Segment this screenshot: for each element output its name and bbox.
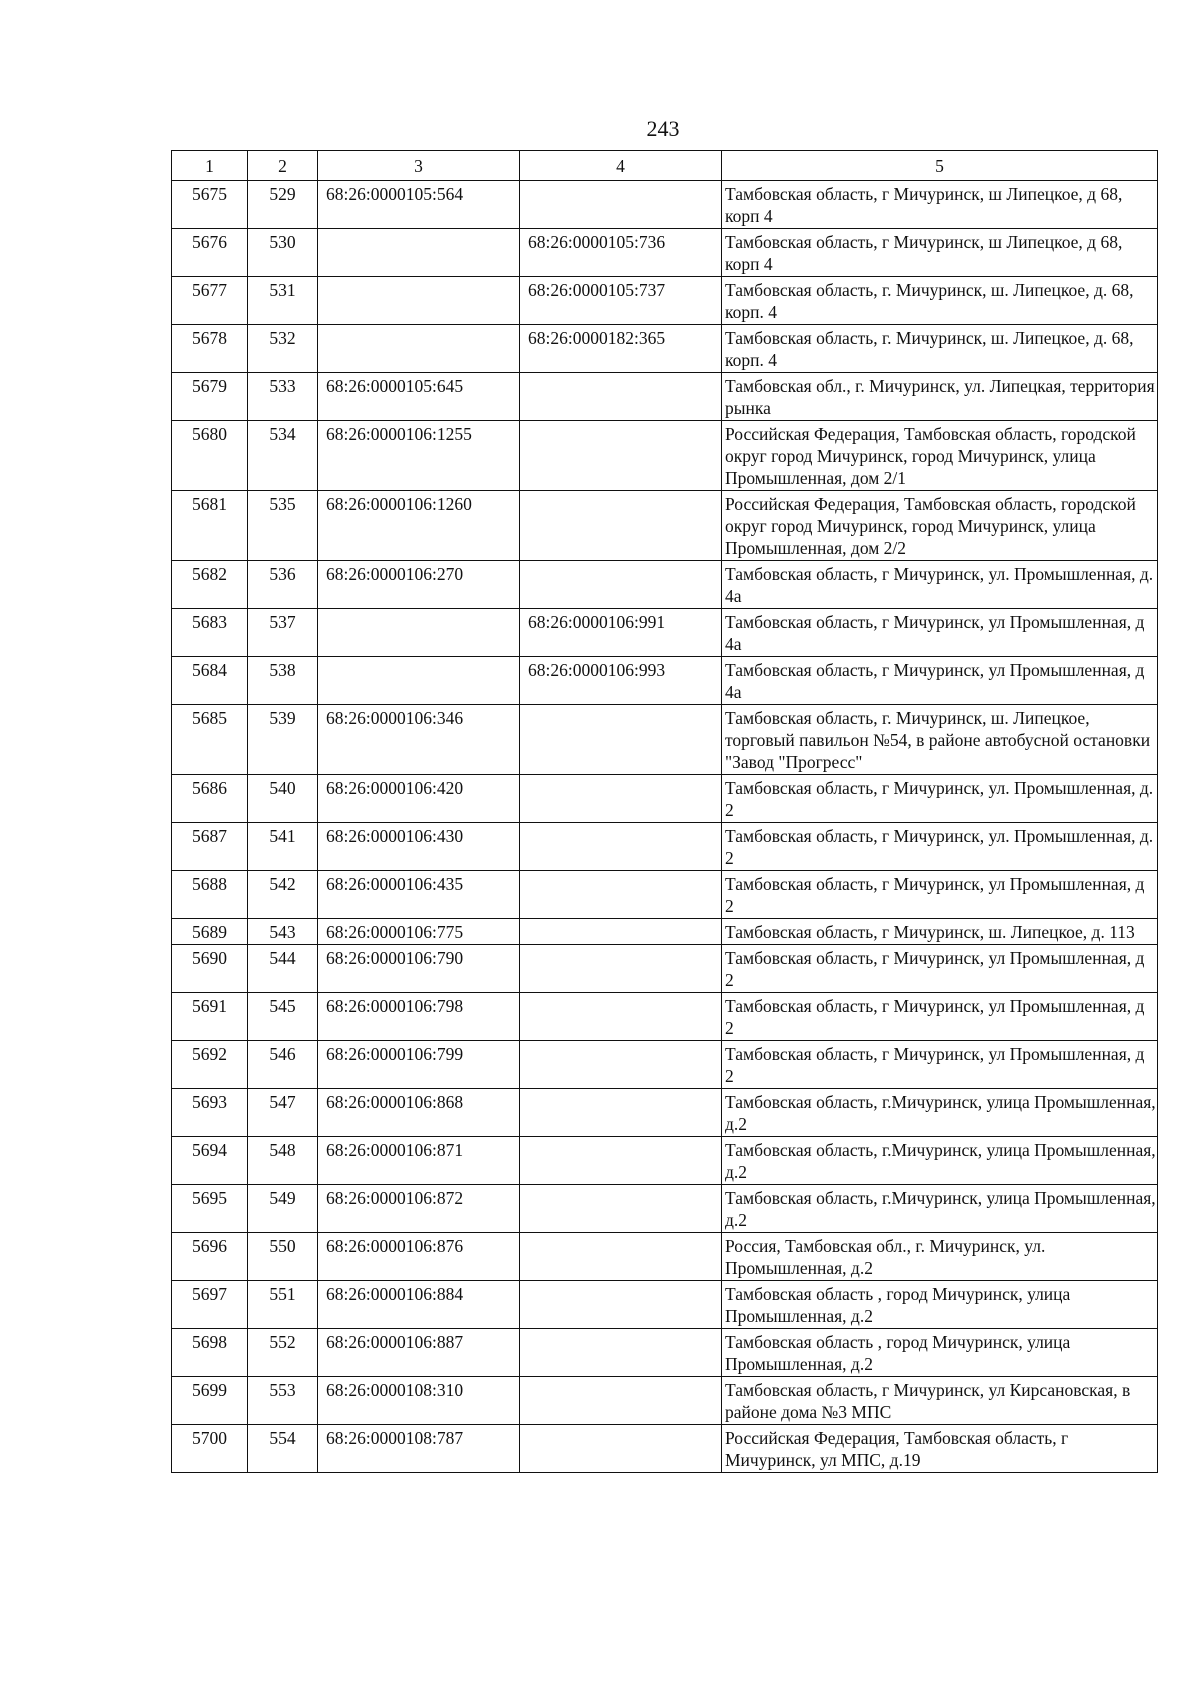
row-number-cell: 5685 bbox=[172, 705, 248, 775]
row-number-cell: 5694 bbox=[172, 1137, 248, 1185]
address-cell: Тамбовская область, г Мичуринск, ул. Промышленная, д. 2 bbox=[722, 775, 1158, 823]
parcel-number-cell bbox=[318, 325, 520, 373]
parcel-number-cell: 68:26:0000106:1260 bbox=[318, 491, 520, 561]
address-cell: Тамбовская область, г Мичуринск, ш. Липецкое, д. 113 bbox=[722, 919, 1158, 945]
parcel-number-cell: 68:26:0000106:868 bbox=[318, 1089, 520, 1137]
item-number-cell: 550 bbox=[248, 1233, 318, 1281]
table-body bbox=[172, 181, 1158, 1473]
parcel-number-cell: 68:26:0000106:884 bbox=[318, 1281, 520, 1329]
row-number-cell: 5700 bbox=[172, 1425, 248, 1473]
parcel-number-cell: 68:26:0000106:887 bbox=[318, 1329, 520, 1377]
building-number-cell bbox=[520, 1329, 722, 1377]
item-number-cell: 546 bbox=[248, 1041, 318, 1089]
item-number-cell: 537 bbox=[248, 609, 318, 657]
parcel-number-cell: 68:26:0000105:645 bbox=[318, 373, 520, 421]
row-number-cell: 5687 bbox=[172, 823, 248, 871]
table-row bbox=[172, 945, 1158, 993]
item-number-cell: 539 bbox=[248, 705, 318, 775]
building-number-cell: 68:26:0000106:993 bbox=[520, 657, 722, 705]
parcel-number-cell bbox=[318, 609, 520, 657]
table-row bbox=[172, 1377, 1158, 1425]
parcel-number-cell: 68:26:0000106:872 bbox=[318, 1185, 520, 1233]
row-number-cell: 5676 bbox=[172, 229, 248, 277]
table-row bbox=[172, 993, 1158, 1041]
address-cell: Тамбовская область, г Мичуринск, ул Промышленная, д 2 bbox=[722, 871, 1158, 919]
address-cell: Тамбовская область, г.Мичуринск, улица Промышленная, д.2 bbox=[722, 1137, 1158, 1185]
item-number-cell: 536 bbox=[248, 561, 318, 609]
row-number-cell: 5689 bbox=[172, 919, 248, 945]
item-number-cell: 554 bbox=[248, 1425, 318, 1473]
item-number-cell: 545 bbox=[248, 993, 318, 1041]
address-cell: Тамбовская обл., г. Мичуринск, ул. Липецкая, территория рынка bbox=[722, 373, 1158, 421]
row-number-cell: 5680 bbox=[172, 421, 248, 491]
building-number-cell bbox=[520, 561, 722, 609]
parcel-number-cell: 68:26:0000105:564 bbox=[318, 181, 520, 229]
building-number-cell: 68:26:0000182:365 bbox=[520, 325, 722, 373]
item-number-cell: 551 bbox=[248, 1281, 318, 1329]
table-row bbox=[172, 871, 1158, 919]
parcel-number-cell bbox=[318, 277, 520, 325]
building-number-cell bbox=[520, 775, 722, 823]
table-row bbox=[172, 561, 1158, 609]
parcel-number-cell: 68:26:0000106:790 bbox=[318, 945, 520, 993]
page-number: 243 bbox=[646, 116, 680, 141]
address-cell: Российская Федерация, Тамбовская область, г Мичуринск, ул МПС, д.19 bbox=[722, 1425, 1158, 1473]
building-number-cell bbox=[520, 823, 722, 871]
building-number-cell bbox=[520, 1425, 722, 1473]
row-number-cell: 5692 bbox=[172, 1041, 248, 1089]
address-cell: Тамбовская область, г Мичуринск, ул Промышленная, д 2 bbox=[722, 1041, 1158, 1089]
address-cell: Россия, Тамбовская обл., г. Мичуринск, ул. Промышленная, д.2 bbox=[722, 1233, 1158, 1281]
address-cell: Российская Федерация, Тамбовская область, городской округ город Мичуринск, город Мичуринск, улица Промышленная, дом 2/1 bbox=[722, 421, 1158, 491]
building-number-cell bbox=[520, 993, 722, 1041]
item-number-cell: 533 bbox=[248, 373, 318, 421]
item-number-cell: 542 bbox=[248, 871, 318, 919]
address-cell: Тамбовская область, г Мичуринск, ул Промышленная, д 2 bbox=[722, 993, 1158, 1041]
address-cell: Тамбовская область, г. Мичуринск, ш. Липецкое, торговый павильон №54, в районе автобусной остановки "Завод "Прогресс" bbox=[722, 705, 1158, 775]
address-cell: Тамбовская область, г Мичуринск, ш Липецкое, д 68, корп 4 bbox=[722, 181, 1158, 229]
row-number-cell: 5677 bbox=[172, 277, 248, 325]
row-number-cell: 5690 bbox=[172, 945, 248, 993]
address-cell: Тамбовская область, г Мичуринск, ул Кирсановская, в районе дома №3 МПС bbox=[722, 1377, 1158, 1425]
row-number-cell: 5682 bbox=[172, 561, 248, 609]
building-number-cell bbox=[520, 705, 722, 775]
row-number-cell: 5684 bbox=[172, 657, 248, 705]
row-number-cell: 5696 bbox=[172, 1233, 248, 1281]
building-number-cell bbox=[520, 421, 722, 491]
address-cell: Тамбовская область, г Мичуринск, ш Липецкое, д 68, корп 4 bbox=[722, 229, 1158, 277]
table-row bbox=[172, 229, 1158, 277]
table-row bbox=[172, 1281, 1158, 1329]
parcel-number-cell: 68:26:0000108:310 bbox=[318, 1377, 520, 1425]
parcel-number-cell: 68:26:0000106:435 bbox=[318, 871, 520, 919]
address-cell: Тамбовская область, г Мичуринск, ул Промышленная, д 4а bbox=[722, 657, 1158, 705]
building-number-cell bbox=[520, 1089, 722, 1137]
parcel-number-cell: 68:26:0000108:787 bbox=[318, 1425, 520, 1473]
item-number-cell: 534 bbox=[248, 421, 318, 491]
address-cell: Тамбовская область, г.Мичуринск, улица Промышленная, д.2 bbox=[722, 1185, 1158, 1233]
item-number-cell: 548 bbox=[248, 1137, 318, 1185]
parcel-number-cell: 68:26:0000106:430 bbox=[318, 823, 520, 871]
parcel-number-cell: 68:26:0000106:420 bbox=[318, 775, 520, 823]
row-number-cell: 5683 bbox=[172, 609, 248, 657]
parcel-number-cell: 68:26:0000106:871 bbox=[318, 1137, 520, 1185]
header-cell-1: 1 bbox=[172, 151, 248, 181]
building-number-cell bbox=[520, 1233, 722, 1281]
table-row bbox=[172, 609, 1158, 657]
building-number-cell bbox=[520, 1377, 722, 1425]
building-number-cell bbox=[520, 1041, 722, 1089]
address-cell: Тамбовская область , город Мичуринск, улица Промышленная, д.2 bbox=[722, 1329, 1158, 1377]
table-row bbox=[172, 1233, 1158, 1281]
parcel-number-cell: 68:26:0000106:1255 bbox=[318, 421, 520, 491]
building-number-cell: 68:26:0000106:991 bbox=[520, 609, 722, 657]
address-cell: Тамбовская область, г. Мичуринск, ш. Липецкое, д. 68, корп. 4 bbox=[722, 277, 1158, 325]
table-row bbox=[172, 181, 1158, 229]
building-number-cell bbox=[520, 1281, 722, 1329]
parcel-number-cell bbox=[318, 229, 520, 277]
address-cell: Тамбовская область, г Мичуринск, ул Промышленная, д 2 bbox=[722, 945, 1158, 993]
item-number-cell: 529 bbox=[248, 181, 318, 229]
item-number-cell: 538 bbox=[248, 657, 318, 705]
row-number-cell: 5679 bbox=[172, 373, 248, 421]
header-cell-5: 5 bbox=[722, 151, 1158, 181]
item-number-cell: 532 bbox=[248, 325, 318, 373]
address-cell: Тамбовская область, г. Мичуринск, ш. Липецкое, д. 68, корп. 4 bbox=[722, 325, 1158, 373]
item-number-cell: 535 bbox=[248, 491, 318, 561]
row-number-cell: 5678 bbox=[172, 325, 248, 373]
item-number-cell: 553 bbox=[248, 1377, 318, 1425]
row-number-cell: 5693 bbox=[172, 1089, 248, 1137]
table-row bbox=[172, 325, 1158, 373]
building-number-cell bbox=[520, 373, 722, 421]
header-cell-2: 2 bbox=[248, 151, 318, 181]
table-row bbox=[172, 1041, 1158, 1089]
row-number-cell: 5697 bbox=[172, 1281, 248, 1329]
item-number-cell: 540 bbox=[248, 775, 318, 823]
building-number-cell: 68:26:0000105:737 bbox=[520, 277, 722, 325]
parcel-number-cell: 68:26:0000106:876 bbox=[318, 1233, 520, 1281]
table-row bbox=[172, 277, 1158, 325]
building-number-cell bbox=[520, 1185, 722, 1233]
parcel-number-cell: 68:26:0000106:270 bbox=[318, 561, 520, 609]
table-row bbox=[172, 775, 1158, 823]
building-number-cell bbox=[520, 919, 722, 945]
table-row bbox=[172, 919, 1158, 945]
row-number-cell: 5695 bbox=[172, 1185, 248, 1233]
building-number-cell bbox=[520, 871, 722, 919]
table-row bbox=[172, 705, 1158, 775]
building-number-cell bbox=[520, 1137, 722, 1185]
parcel-number-cell bbox=[318, 657, 520, 705]
row-number-cell: 5699 bbox=[172, 1377, 248, 1425]
row-number-cell: 5688 bbox=[172, 871, 248, 919]
table-row bbox=[172, 421, 1158, 491]
registry-table bbox=[171, 150, 1158, 1473]
item-number-cell: 531 bbox=[248, 277, 318, 325]
item-number-cell: 530 bbox=[248, 229, 318, 277]
row-number-cell: 5675 bbox=[172, 181, 248, 229]
header-cell-3: 3 bbox=[318, 151, 520, 181]
item-number-cell: 549 bbox=[248, 1185, 318, 1233]
table-row bbox=[172, 657, 1158, 705]
item-number-cell: 544 bbox=[248, 945, 318, 993]
address-cell: Тамбовская область, г Мичуринск, ул. Промышленная, д. 2 bbox=[722, 823, 1158, 871]
table-row bbox=[172, 1329, 1158, 1377]
building-number-cell: 68:26:0000105:736 bbox=[520, 229, 722, 277]
item-number-cell: 552 bbox=[248, 1329, 318, 1377]
address-cell: Тамбовская область , город Мичуринск, улица Промышленная, д.2 bbox=[722, 1281, 1158, 1329]
address-cell: Тамбовская область, г Мичуринск, ул Промышленная, д 4а bbox=[722, 609, 1158, 657]
parcel-number-cell: 68:26:0000106:775 bbox=[318, 919, 520, 945]
table-row bbox=[172, 823, 1158, 871]
parcel-number-cell: 68:26:0000106:799 bbox=[318, 1041, 520, 1089]
address-cell: Тамбовская область, г Мичуринск, ул. Промышленная, д. 4а bbox=[722, 561, 1158, 609]
table-row bbox=[172, 491, 1158, 561]
item-number-cell: 541 bbox=[248, 823, 318, 871]
row-number-cell: 5686 bbox=[172, 775, 248, 823]
item-number-cell: 547 bbox=[248, 1089, 318, 1137]
header-cell-4: 4 bbox=[520, 151, 722, 181]
row-number-cell: 5691 bbox=[172, 993, 248, 1041]
item-number-cell: 543 bbox=[248, 919, 318, 945]
building-number-cell bbox=[520, 491, 722, 561]
parcel-number-cell: 68:26:0000106:346 bbox=[318, 705, 520, 775]
address-cell: Тамбовская область, г.Мичуринск, улица Промышленная, д.2 bbox=[722, 1089, 1158, 1137]
building-number-cell bbox=[520, 945, 722, 993]
header-row bbox=[172, 151, 1158, 181]
table-row bbox=[172, 1425, 1158, 1473]
table-row bbox=[172, 1185, 1158, 1233]
row-number-cell: 5681 bbox=[172, 491, 248, 561]
parcel-number-cell: 68:26:0000106:798 bbox=[318, 993, 520, 1041]
table-row bbox=[172, 373, 1158, 421]
table-row bbox=[172, 1137, 1158, 1185]
address-cell: Российская Федерация, Тамбовская область, городской округ город Мичуринск, город Мичуринск, улица Промышленная, дом 2/2 bbox=[722, 491, 1158, 561]
building-number-cell bbox=[520, 181, 722, 229]
row-number-cell: 5698 bbox=[172, 1329, 248, 1377]
table-row bbox=[172, 1089, 1158, 1137]
